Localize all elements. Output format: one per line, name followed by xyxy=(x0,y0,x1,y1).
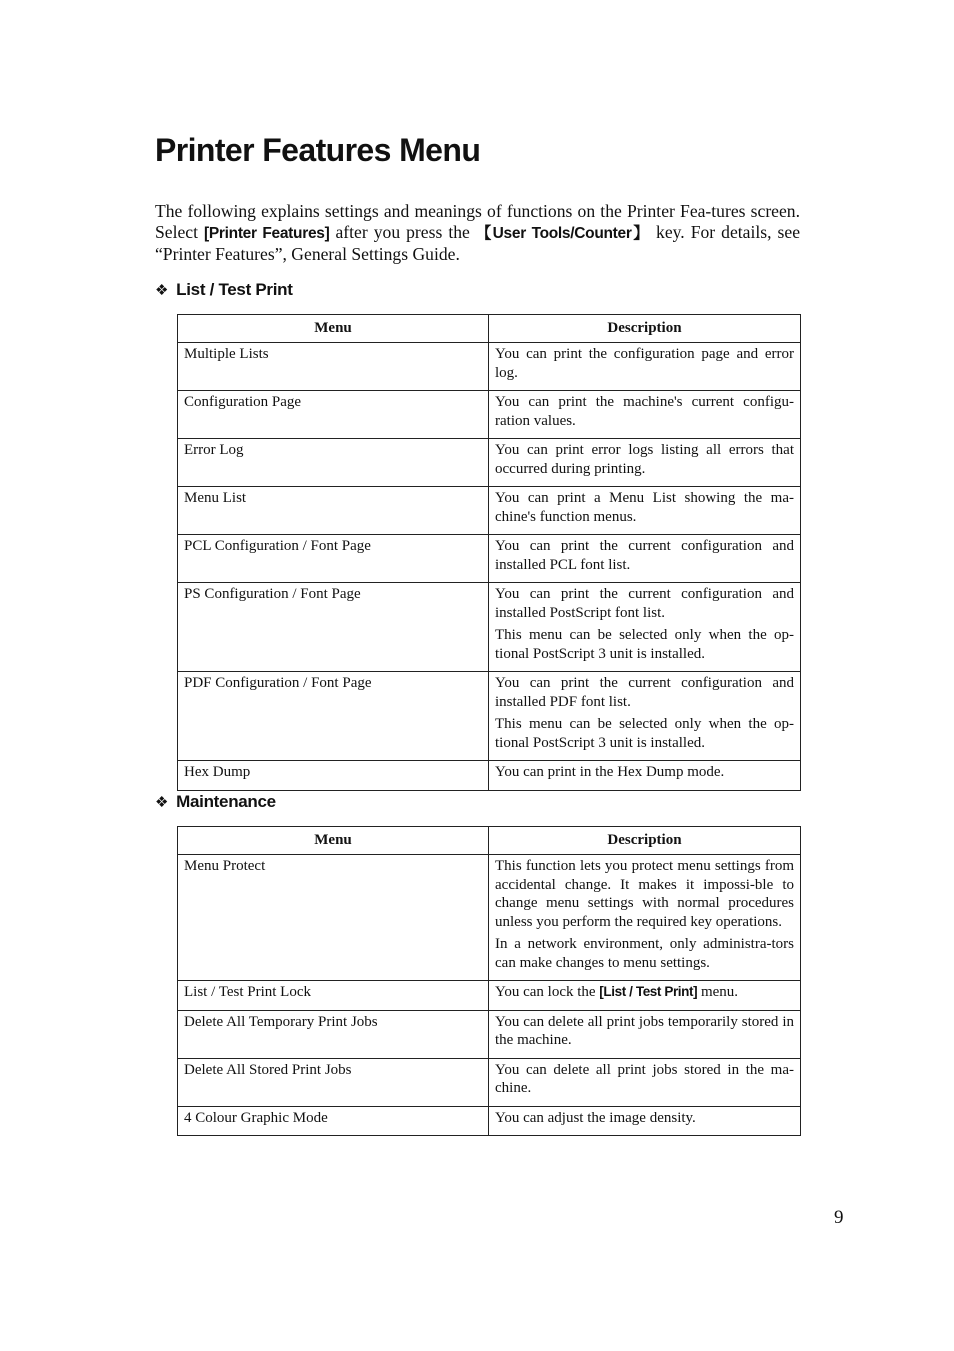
description-text: You can print the current configuration and installed PostScript font list. xyxy=(495,586,794,621)
description-text: This function lets you protect menu settings from accidental change. It makes it impossi-ble to change menu settings with normal procedures unless you perform the required key operations. xyxy=(495,858,794,930)
table-row xyxy=(178,391,801,439)
description-text: You can delete all print jobs temporarily stored in the machine. xyxy=(495,1013,794,1048)
description-cell xyxy=(489,439,801,487)
description-text: You can print the machine's current configu-ration values. xyxy=(495,394,794,429)
description-text: You can print the configuration page and error log. xyxy=(495,346,794,381)
description-cell xyxy=(489,343,801,391)
menu-cell: Delete All Stored Print Jobs xyxy=(178,1058,489,1106)
page-number: 9 xyxy=(834,1207,844,1228)
description-cell xyxy=(489,535,801,583)
description-text: You can adjust the image density. xyxy=(495,1109,696,1126)
menu-cell: PS Configuration / Font Page xyxy=(178,583,489,672)
table-row xyxy=(178,439,801,487)
table-row xyxy=(178,583,801,672)
description-cell xyxy=(489,487,801,535)
section-heading-maintenance xyxy=(155,792,276,812)
column-header-description: Description xyxy=(489,827,801,855)
intro-text: The following explains settings and meanings of functions on the Printer Fea-tures screen. Select xyxy=(155,201,800,242)
description-text: You can delete all print jobs stored in the ma-chine. xyxy=(495,1061,794,1096)
menu-cell: Multiple Lists xyxy=(178,343,489,391)
table-row xyxy=(178,672,801,761)
printer-features-key: [Printer Features] xyxy=(204,225,330,242)
user-tools-counter-key: 【User Tools/Counter】 xyxy=(475,225,651,242)
maintenance-table xyxy=(177,826,801,1136)
section-heading-list-test-print xyxy=(155,280,293,300)
column-header-menu: Menu xyxy=(178,827,489,855)
description-text: You can print error logs listing all errors that occurred during printing. xyxy=(495,442,794,477)
description-cell xyxy=(489,855,801,981)
table-row xyxy=(178,761,801,791)
menu-cell: 4 Colour Graphic Mode xyxy=(178,1106,489,1136)
section-heading-label: List / Test Print xyxy=(176,280,293,299)
description-cell xyxy=(489,583,801,672)
table-header-row xyxy=(178,315,801,343)
menu-cell: Error Log xyxy=(178,439,489,487)
intro-text: after you press the xyxy=(329,222,476,242)
table-row xyxy=(178,343,801,391)
description-text: You can print a Menu List showing the ma-chine's function menus. xyxy=(495,490,794,525)
table-row xyxy=(178,1058,801,1106)
menu-cell: Configuration Page xyxy=(178,391,489,439)
description-cell xyxy=(489,1058,801,1106)
diamond-bullet-icon: ❖ xyxy=(155,282,169,299)
menu-cell: Menu List xyxy=(178,487,489,535)
menu-cell: Delete All Temporary Print Jobs xyxy=(178,1010,489,1058)
table-row xyxy=(178,535,801,583)
intro-text: key. For details, see “Printer Features”, General Settings Guide. xyxy=(155,222,800,264)
description-cell xyxy=(489,1010,801,1058)
menu-cell: List / Test Print Lock xyxy=(178,981,489,1011)
menu-cell: Menu Protect xyxy=(178,855,489,981)
table-row xyxy=(178,487,801,535)
description-text-part: You can lock the xyxy=(495,984,600,1000)
description-text xyxy=(495,983,794,1002)
description-text: You can print in the Hex Dump mode. xyxy=(495,764,725,780)
description-text-part: menu. xyxy=(697,984,739,1000)
table-header-row xyxy=(178,827,801,855)
table-row xyxy=(178,855,801,981)
table-row xyxy=(178,1106,801,1136)
menu-cell: PDF Configuration / Font Page xyxy=(178,672,489,761)
description-note: This menu can be selected only when the op-tional PostScript 3 unit is installed. xyxy=(495,716,794,751)
column-header-menu: Menu xyxy=(178,315,489,343)
description-cell xyxy=(489,391,801,439)
menu-cell: Hex Dump xyxy=(178,761,489,791)
description-text: You can print the current configuration and installed PCL font list. xyxy=(495,538,794,573)
table-row xyxy=(178,981,801,1011)
description-note: This menu can be selected only when the op-tional PostScript 3 unit is installed. xyxy=(495,627,794,662)
description-cell xyxy=(489,1106,801,1136)
list-test-print-table xyxy=(177,314,801,791)
list-test-print-key: [List / Test Print] xyxy=(599,984,698,999)
description-cell xyxy=(489,761,801,791)
description-cell xyxy=(489,672,801,761)
intro-paragraph xyxy=(155,201,800,265)
description-text: You can print the current configuration and installed PDF font list. xyxy=(495,675,794,710)
table-row xyxy=(178,1010,801,1058)
description-cell xyxy=(489,981,801,1011)
diamond-bullet-icon: ❖ xyxy=(155,794,169,811)
description-note: In a network environment, only administra-tors can make changes to menu settings. xyxy=(495,936,794,971)
column-header-description: Description xyxy=(489,315,801,343)
menu-cell: PCL Configuration / Font Page xyxy=(178,535,489,583)
section-heading-label: Maintenance xyxy=(176,792,276,811)
page-title: Printer Features Menu xyxy=(155,132,481,168)
